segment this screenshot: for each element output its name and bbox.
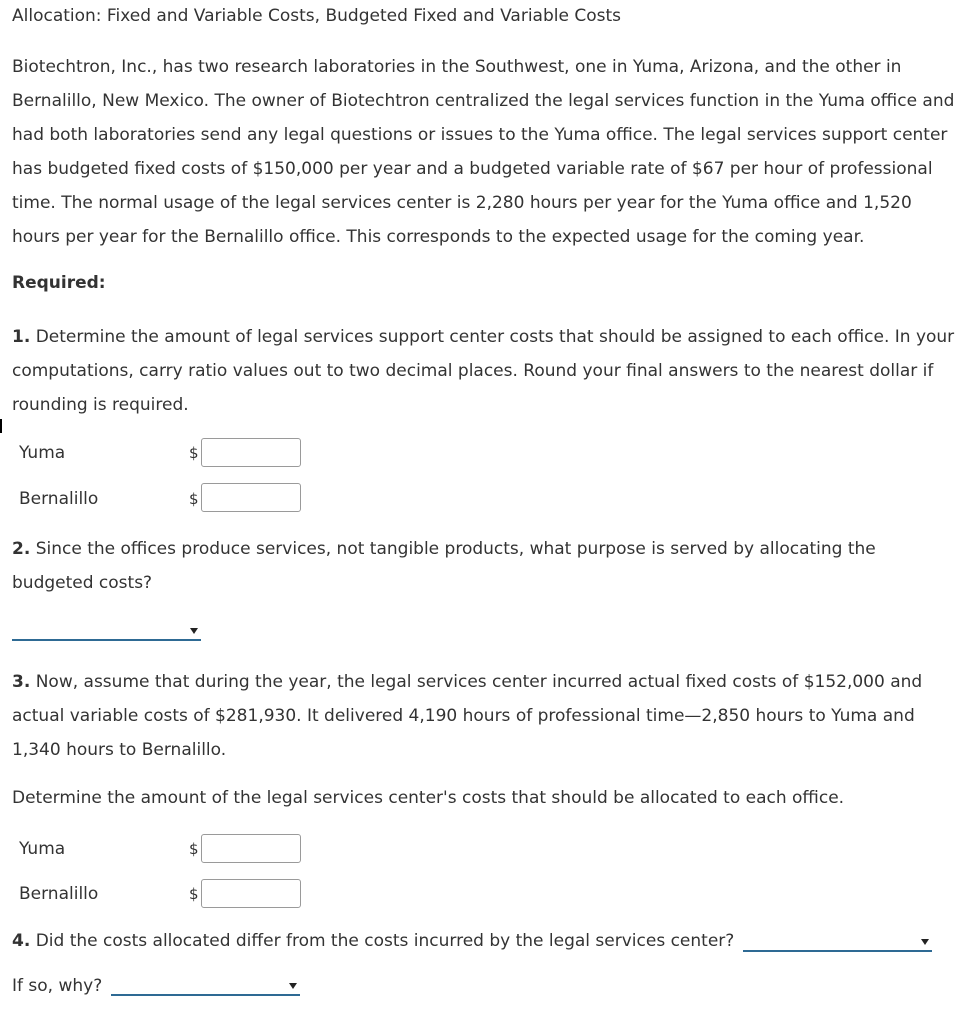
q3-bernalillo-label: Bernalillo	[19, 884, 99, 904]
q3-bernalillo-input[interactable]	[201, 879, 301, 908]
question-2-number: 2.	[12, 539, 31, 559]
q3-yuma-input[interactable]	[201, 834, 301, 863]
q1-bernalillo-label: Bernalillo	[19, 489, 99, 509]
q3-yuma-currency: $	[189, 840, 199, 858]
question-2	[12, 532, 952, 600]
problem-intro: Biotechtron, Inc., has two research laboratories in the Southwest, one in Yuma, Arizona, and the other in Bernalillo, New Mexico. The owner of Biotechtron centralized the legal services function in the Yuma office and had both laboratories send any legal questions or issues to the Yuma office. The legal services support center has budgeted fixed costs of $150,000 per year and a budgeted variable rate of $67 per hour of professional time. The normal usage of the legal services center is 2,280 hours per year for the Yuma office and 1,520 hours per year for the Bernalillo office. This corresponds to the expected usage for the coming year.	[12, 57, 955, 247]
chevron-down-icon	[921, 939, 929, 945]
question-3	[12, 665, 952, 767]
question-1	[12, 320, 964, 422]
q1-bernalillo-currency: $	[189, 490, 199, 508]
q4-differ-select[interactable]	[743, 934, 932, 952]
page-title: Allocation: Fixed and Variable Costs, Budgeted Fixed and Variable Costs	[12, 6, 621, 26]
question-4-number: 4.	[12, 931, 31, 951]
q1-bernalillo-input[interactable]	[201, 483, 301, 512]
q1-yuma-label: Yuma	[19, 443, 66, 463]
question-2-text: Since the offices produce services, not tangible products, what purpose is served by allocating the budgeted costs?	[12, 539, 876, 593]
chevron-down-icon	[289, 983, 297, 989]
q3-yuma-label: Yuma	[19, 839, 66, 859]
required-heading: Required:	[12, 273, 106, 293]
q1-yuma-currency: $	[189, 444, 199, 462]
q3-bernalillo-currency: $	[189, 885, 199, 903]
question-3-number: 3.	[12, 672, 31, 692]
q4-why-label: If so, why?	[12, 976, 103, 996]
question-1-number: 1.	[12, 327, 31, 347]
q1-yuma-input[interactable]	[201, 438, 301, 467]
question-3-text: Now, assume that during the year, the legal services center incurred actual fixed costs of $152,000 and actual variable costs of $281,930. It delivered 4,190 hours of professional time—2,850 hours to Yuma and 1,340 hours to Bernalillo.	[12, 672, 923, 760]
q3-determine-text: Determine the amount of the legal services center's costs that should be allocated to each office.	[12, 788, 845, 808]
q2-purpose-select[interactable]	[12, 623, 201, 641]
chevron-down-icon	[190, 628, 198, 634]
question-4	[12, 931, 734, 951]
edge-marker	[0, 419, 2, 433]
question-4-text: Did the costs allocated differ from the costs incurred by the legal services center?	[35, 931, 735, 951]
q4-why-select[interactable]	[111, 978, 300, 996]
question-1-text: Determine the amount of legal services support center costs that should be assigned to each office. In your computations, carry ratio values out to two decimal places. Round your final answers to the nearest dollar if rounding is required.	[12, 327, 955, 415]
